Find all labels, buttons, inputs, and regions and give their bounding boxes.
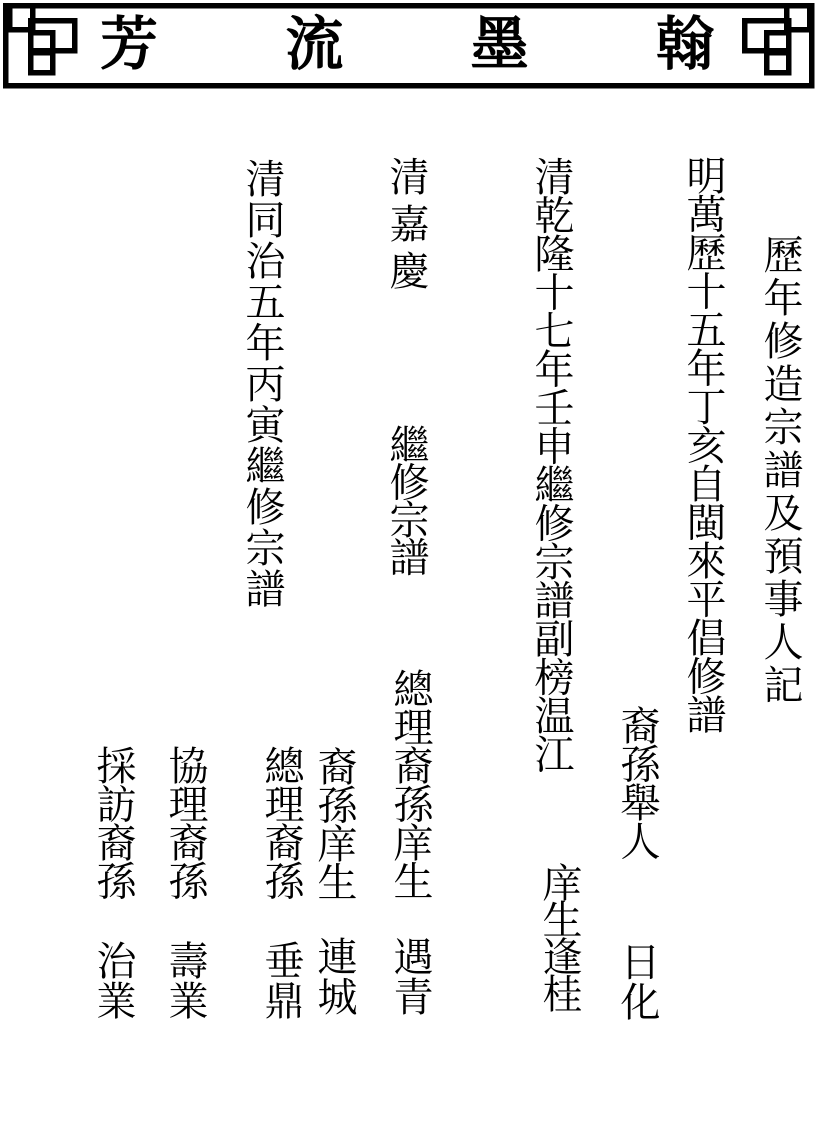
entry-3-person-1-role: 總理裔孫庠生 bbox=[388, 668, 433, 899]
banner-char: 墨 bbox=[470, 12, 529, 77]
entry-1-era: 明萬歷十五年丁亥自閩來平倡修譜 bbox=[681, 155, 726, 733]
entry-4-person-2-role: 協理裔孫 bbox=[163, 745, 208, 899]
banner-title bbox=[100, 5, 714, 85]
entry-3-person-2-name: 連城 bbox=[312, 936, 357, 1016]
fret-knot-left-icon bbox=[10, 6, 75, 73]
entry-3-person-1-name: 遇青 bbox=[388, 936, 433, 1016]
entry-3-person-2-role: 裔孫庠生 bbox=[312, 746, 357, 900]
entry-4-person-1-name: 垂鼎 bbox=[259, 940, 304, 1020]
entry-4-person-1-role: 總理裔孫 bbox=[259, 745, 304, 899]
fret-knot-right-icon bbox=[745, 6, 810, 73]
banner-char: 翰 bbox=[655, 12, 714, 77]
entry-2-person-1-name: 逢桂 bbox=[537, 936, 582, 1010]
entry-4-person-2-name: 壽業 bbox=[163, 940, 208, 1020]
entry-2-person-1-role: 庠生 bbox=[537, 862, 582, 936]
entry-1-person-1-name: 日化 bbox=[615, 941, 660, 1021]
entry-1-person-1-role: 裔孫舉人 bbox=[615, 705, 660, 859]
entry-3-era-continuation: 繼修宗譜 bbox=[384, 424, 429, 574]
entry-4-person-3-name: 治業 bbox=[91, 940, 136, 1020]
entry-4-era: 清同治五年丙寅繼修宗譜 bbox=[240, 158, 285, 609]
page-heading: 歷年修造宗譜及預事人記 bbox=[758, 234, 803, 707]
entry-3-era: 清嘉慶 bbox=[384, 156, 429, 297]
entry-2-era: 清乾隆十七年壬申繼修宗譜副榜温江 bbox=[529, 156, 574, 772]
entry-4-person-3-role: 採訪裔孫 bbox=[91, 745, 136, 899]
banner-char: 流 bbox=[285, 12, 344, 77]
banner-char: 芳 bbox=[100, 12, 159, 77]
